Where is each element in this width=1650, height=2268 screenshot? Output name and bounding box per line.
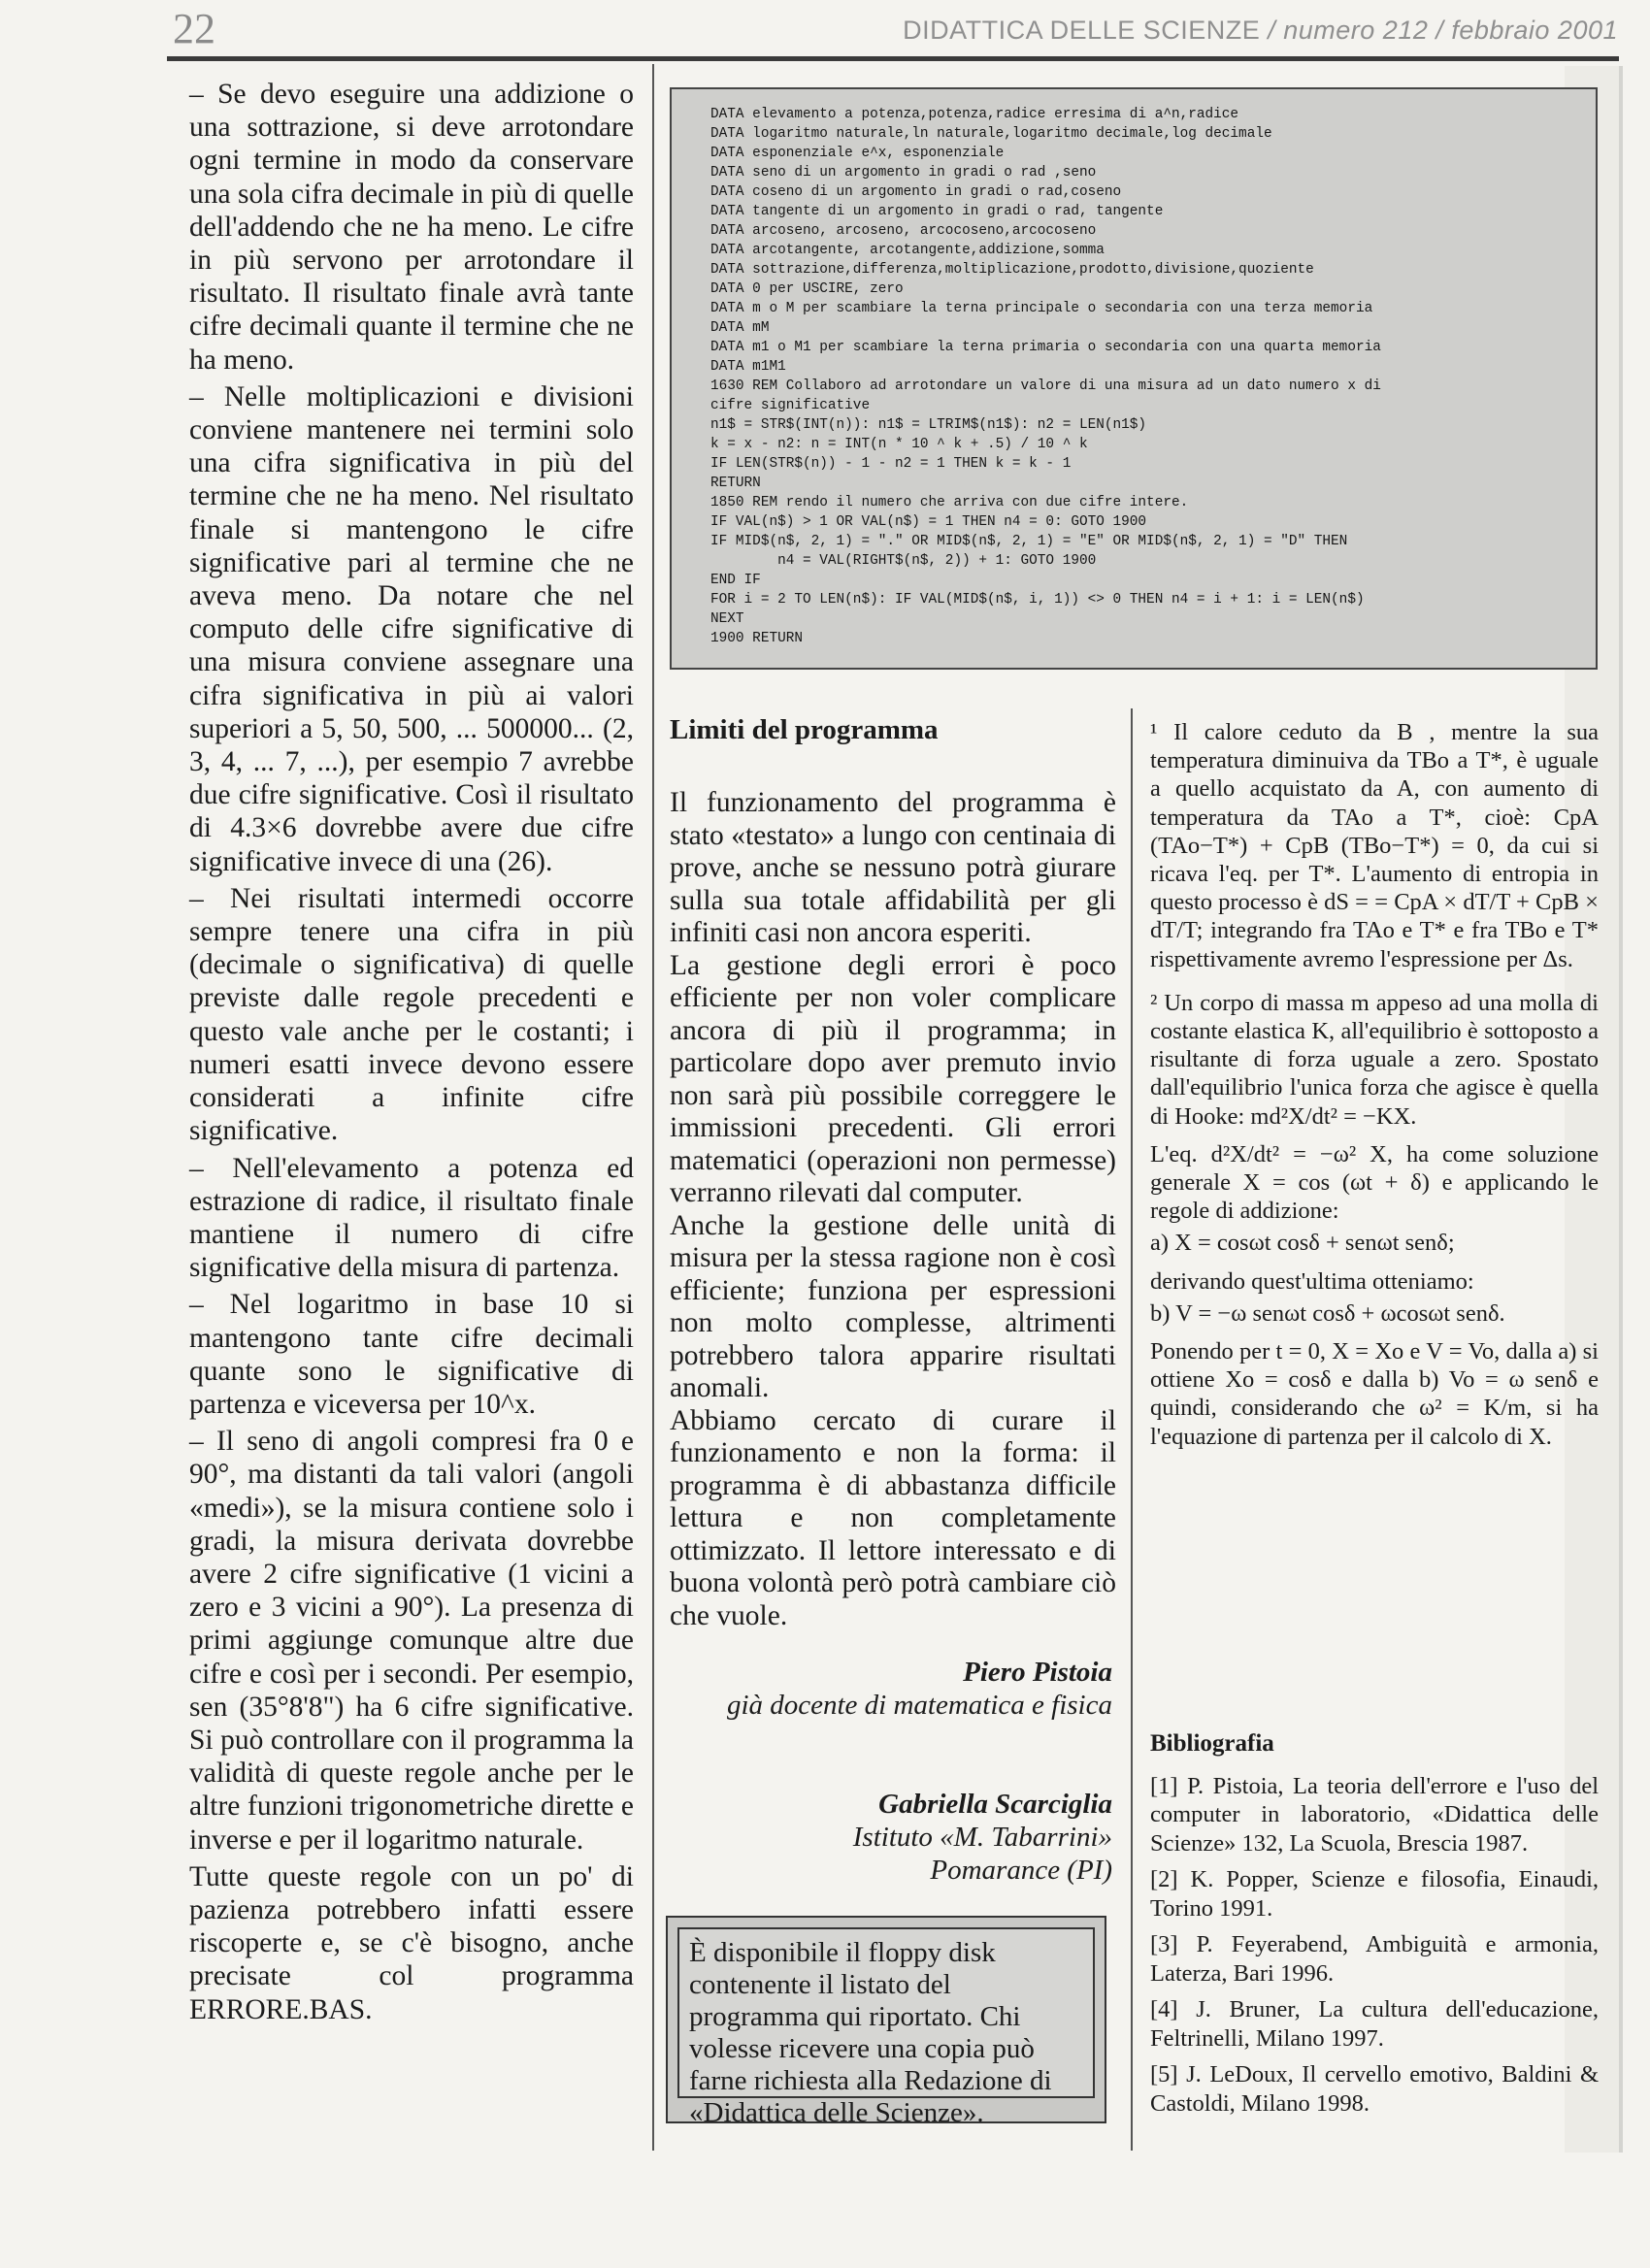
author-2-block: [670, 1788, 1112, 1887]
bibliography-title: Bibliografia: [1150, 1730, 1274, 1757]
author-2-city: Pomarance (PI): [930, 1855, 1112, 1886]
running-header: [885, 16, 1618, 46]
paragraph: La gestione degli errori è poco efficiente per non voler complicare ancora di più il programma; in particolare dopo aver premuto invio non sarà più possibile correggere le immissioni precedenti. Gli errori matematici (operazioni non permesse) verranno rilevati dal computer.: [670, 949, 1116, 1208]
footnote-2-conclusion: Ponendo per t = 0, X = Xo e V = Vo, dalla a) si ottiene Xo = cosδ e dalla b) Vo = ω senδ e quindi, considerando che ω² = K/m, si ha l'equazione di partenza per il calcolo di X.: [1150, 1338, 1599, 1450]
floppy-note: È disponibile il floppy disk contenente il listato del programma qui riportato. Chi volesse ricevere una copia può farne richiesta alla Redazione di «Didattica delle Scienze».: [677, 1927, 1095, 2098]
page-edge: [1619, 66, 1623, 2153]
author-1-name: Piero Pistoia: [963, 1657, 1112, 1688]
header-rule: [167, 56, 1619, 61]
paragraph: Tutte queste regole con un po' di pazienza potrebbero infatti essere riscoperte e, se c'è bisogno, anche precisate col programma ERRORE.BAS.: [189, 1860, 634, 2025]
bibliography: [1150, 1729, 1599, 2125]
column-divider-2: [1131, 708, 1133, 2151]
footnote-2-derivation: derivando quest'ultima otteniamo:: [1150, 1267, 1474, 1295]
footnote-2-eq-a: a) X = cosωt cosδ + senωt senδ;: [1150, 1230, 1455, 1257]
floppy-note-box: [666, 1916, 1106, 2128]
bibliography-item: [2] K. Popper, Scienze e filosofia, Einaudi, Torino 1991.: [1150, 1866, 1599, 1922]
paragraph: – Se devo eseguire una addizione o una sottrazione, si deve arrotondare ogni termine in modo da conservare una sola cifra decimale in più di quelle dell'addendo che ne ha meno. Le cifre in più servono per arrotondare il risultato. Il risultato finale avrà tante cifre decimali quante il termine che ne ha meno.: [189, 79, 634, 376]
footnote-2-intro: ² Un corpo di massa m appeso ad una molla di costante elastica K, all'equilibrio è sottoposto a risultante di forza uguale a zero. Spostato dall'equilibrio l'unica forza che agisce è quella di Hooke: md²X/dt² = −KX.: [1150, 989, 1599, 1130]
limits-section: [670, 713, 1116, 1632]
paragraph: – Nelle moltiplicazioni e divisioni conviene mantenere nei termini solo una cifra significativa in più del termine che ne ha meno. Nel risultato finale si mantengono le cifre significative pari al termine che ne aveva meno. Da notare che nel computo delle cifre significative di una misura conviene assegnare una cifra significativa in più ai valori superiori a 5, 50, 500, ... 500000... (2, 3, 4, ... 7, ...), per esempio 7 avrebbe due cifre significative. Così il risultato di 4.3×6 dovrebbe avere due cifre significative invece di una (26).: [189, 380, 634, 877]
paragraph: – Nell'elevamento a potenza ed estrazione di radice, il risultato finale mantiene il numero di cifre significative della misura di partenza.: [189, 1152, 634, 1284]
footnotes: [1150, 718, 1599, 1461]
section-title: Limiti del programma: [670, 714, 939, 745]
paragraph: Abbiamo cercato di curare il funzionamento e non la forma: il programma è di abbastanza difficile lettura e non completamente ottimizzato. Il lettore interessato e di buona volontà però potrà cambiare ciò che vuole.: [670, 1404, 1116, 1631]
author-2-name: Gabriella Scarciglia: [878, 1789, 1112, 1820]
footnote-2-eq-b: b) V = −ω senωt cosδ + ωcosωt senδ.: [1150, 1299, 1505, 1327]
paragraph: – Il seno di angoli compresi fra 0 e 90°, ma distanti da tali valori (angoli «medi»), se la misura contiene solo i gradi, la misura derivata dovrebbe avere 2 cifre significative (1 vicini a zero e 3 vicini a 90°). La presenza di primi aggiunge comunque altre due cifre e così per i secondi. Per esempio, sen (35°8'8") ha 6 cifre significative. Si può controllare con il programma la validità di queste regole anche per le altre funzioni trigonometriche dirette e inverse e per il logaritmo naturale.: [189, 1426, 634, 1856]
bibliography-item: [3] P. Feyerabend, Ambiguità e armonia, Laterza, Bari 1996.: [1150, 1931, 1599, 1987]
paragraph: Il funzionamento del programma è stato «testato» a lungo con centinaia di prove, anche se nessuno potrà giurare sulla sua totale affidabilità per gli infiniti casi non ancora esperiti.: [670, 787, 1116, 948]
paragraph: – Nel logaritmo in base 10 si mantengono tante cifre decimali quante sono le significative di partenza e viceversa per 10^x.: [189, 1289, 634, 1420]
page-number: 22: [173, 5, 215, 52]
bibliography-item: [4] J. Bruner, La cultura dell'educazione, Feltrinelli, Milano 1997.: [1150, 1996, 1599, 2052]
footnote-1: ¹ Il calore ceduto da B , mentre la sua temperatura diminuiva da TBo a T*, è uguale a quello acquistato da A, con aumento di temperatura da TAo a T*, cioè: CpA (TAo−T*) + CpB (TBo−T*) = 0, da cui si ricava l'eq. per T*. L'aumento di entropia in questo processo è dS = = CpA × dT/T + CpB × dT/T; integrando fra TAo e T* e fra TBo e T* rispettivamente avremo l'espressione per Δs.: [1150, 719, 1599, 972]
journal-title: DIDATTICA DELLE SCIENZE: [903, 16, 1261, 45]
bibliography-item: [1] P. Pistoia, La teoria dell'errore e l'uso del computer in laboratorio, «Didattica delle Scienze» 132, La Scuola, Brescia 1987.: [1150, 1772, 1599, 1857]
paragraph: Anche la gestione delle unità di misura per la stessa ragione non è così efficiente; funziona per espressioni non molto complesse, altrimenti potrebbero talora apparire risultati anomali.: [670, 1209, 1116, 1403]
author-2-school: Istituto «M. Tabarrini»: [852, 1822, 1112, 1853]
code-listing: DATA elevamento a potenza,potenza,radice erresima di a^n,radice DATA logaritmo naturale,ln naturale,logaritmo decimale,log decimale DATA esponenziale e^x, esponenziale DATA seno di un argomento in gradi o rad ,seno DATA coseno di un argomento in gradi o rad,coseno DATA tangente di un argomento in gradi o rad, tangente DATA arcoseno, arcoseno, arcocoseno,arcocoseno DATA arcotangente, arcotangente,addizione,somma DATA sottrazione,differenza,moltiplicazione,prodotto,divisione,quoziente DATA 0 per USCIRE, zero DATA m o M per scambiare la terna principale o secondaria con una terza memoria DATA mM DATA m1 o M1 per scambiare la terna primaria o secondaria con una quarta memoria DATA m1M1 1630 REM Collaboro ad arrotondare un valore di una misura ad un dato numero x di cifre significative n1$ = STR$(INT(n)): n1$ = LTRIM$(n1$): n2 = LEN(n1$) k = x - n2: n = INT(n * 10 ^ k + .5) / 10 ^ k IF LEN(STR$(n)) - 1 - n2 = 1 THEN k = k - 1 RETURN 1850 REM rendo il numero che arriva con due cifre intere. IF VAL(n$) > 1 OR VAL(n$) = 1 THEN n4 = 0: GOTO 1900 IF MID$(n$, 2, 1) = "." OR MID$(n$, 2, 1) = "E" OR MID$(n$, 2, 1) = "D" THEN n4 = VAL(RIGHT$(n$, 2)) + 1: GOTO 1900 END IF FOR i = 2 TO LEN(n$): IF VAL(MID$(n$, i, 1)) <> 0 THEN n4 = i + 1: i = LEN(n$) NEXT 1900 RETURN: [710, 107, 1381, 646]
footnote-2-equation: L'eq. d²X/dt² = −ω² X, ha come soluzione generale X = cos (ωt + δ) e applicando le regole di addizione:: [1150, 1140, 1599, 1225]
code-listing-box: [670, 87, 1598, 670]
paragraph: – Nei risultati intermedi occorre sempre tenere una cifra in più (decimale o significativa) di quelle previste dalle regole precedenti e questo vale anche per le costanti; i numeri esatti invece devono essere considerati a infinite cifre significative.: [189, 882, 634, 1147]
author-1-block: [670, 1656, 1112, 1722]
column-rules-text: [189, 78, 634, 2026]
issue-info: / numero 212 / febbraio 2001: [1268, 16, 1618, 45]
column-divider-1: [652, 64, 654, 2151]
bibliography-item: [5] J. LeDoux, Il cervello emotivo, Baldini & Castoldi, Milano 1998.: [1150, 2061, 1599, 2117]
author-1-role: già docente di matematica e fisica: [726, 1690, 1112, 1721]
